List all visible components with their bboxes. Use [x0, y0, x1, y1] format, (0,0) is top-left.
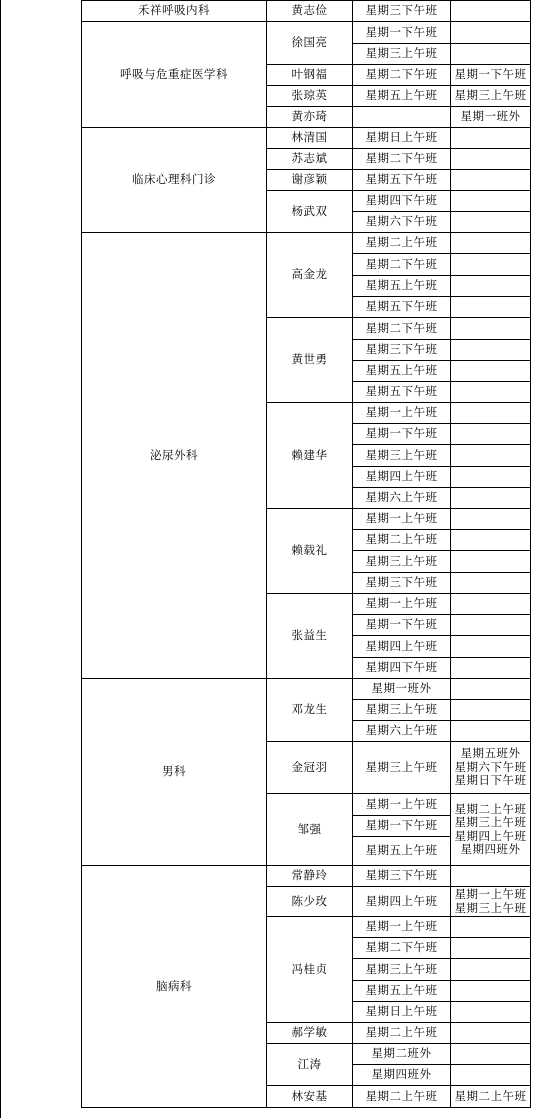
extra-shift-cell: [451, 191, 531, 212]
shift-cell: 星期日上午班: [353, 1002, 451, 1023]
shift-cell: 星期二下午班: [353, 149, 451, 170]
extra-shift-cell: [451, 938, 531, 959]
extra-shift-cell: [451, 276, 531, 297]
doctor-name: 邹强: [267, 794, 353, 866]
doctor-name: 冯桂贞: [267, 917, 353, 1023]
shift-cell: 星期三上午班: [353, 959, 451, 981]
extra-shift-cell: 星期一班外: [451, 107, 531, 128]
shift-cell: 星期二下午班: [353, 254, 451, 276]
extra-shift-cell: [451, 340, 531, 361]
shift-cell: 星期三上午班: [353, 700, 451, 721]
extra-shift-cell: 星期一下午班: [451, 65, 531, 86]
extra-shift-cell: [451, 917, 531, 938]
shift-cell: 星期三上午班: [353, 445, 451, 467]
extra-shift-line: 星期五班外: [460, 746, 521, 761]
shift-cell: 星期一上午班: [353, 509, 451, 530]
department-name: 泌尿外科: [82, 233, 267, 679]
shift-cell: 星期三上午班: [353, 742, 451, 794]
shift-cell: 星期三下午班: [353, 340, 451, 361]
shift-cell: 星期一下午班: [353, 424, 451, 445]
extra-shift-cell: [451, 424, 531, 445]
extra-shift-cell: [451, 254, 531, 276]
table-row: [82, 22, 531, 44]
shift-cell: 星期六下午班: [353, 212, 451, 233]
doctor-name: 黄亦琦: [267, 107, 353, 128]
shift-cell: 星期二上午班: [353, 1086, 451, 1108]
extra-shift-line: 星期四班外: [460, 842, 521, 856]
duty-schedule-table: [81, 0, 531, 1108]
shift-cell: 星期五上午班: [353, 361, 451, 382]
extra-shift-line: 星期六下午班: [454, 759, 527, 774]
left-margin-line: [0, 0, 1, 1118]
doctor-name: 谢彦颖: [267, 170, 353, 191]
shift-cell: 星期二上午班: [353, 233, 451, 254]
shift-cell: 星期二上午班: [353, 1023, 451, 1044]
doctor-name: 张琼英: [267, 86, 353, 107]
extra-shift-cell: [451, 149, 531, 170]
shift-cell: 星期五上午班: [353, 86, 451, 107]
shift-cell: 星期三上午班: [353, 551, 451, 573]
extra-shift-cell: [451, 445, 531, 467]
shift-cell: 星期四上午班: [353, 887, 451, 917]
shift-cell: 星期三上午班: [353, 44, 451, 65]
doctor-name: 邓龙生: [267, 679, 353, 742]
doctor-name: 林安基: [267, 1086, 353, 1108]
extra-shift-cell: [451, 658, 531, 679]
shift-cell: 星期一下午班: [353, 22, 451, 44]
extra-shift-cell: [451, 887, 531, 917]
table-row: [82, 1, 531, 22]
extra-shift-cell: [451, 44, 531, 65]
doctor-name: 赖载礼: [267, 509, 353, 594]
extra-shift-cell: [451, 1044, 531, 1065]
extra-shift-cell: [451, 679, 531, 700]
extra-shift-line: 星期三上午班: [454, 900, 527, 915]
extra-shift-cell: [451, 742, 531, 794]
shift-cell: 星期五上午班: [353, 276, 451, 297]
extra-shift-cell: [451, 721, 531, 742]
doctor-name: 陈少玫: [267, 887, 353, 917]
shift-cell: 星期三下午班: [353, 1, 451, 22]
extra-shift-cell: 星期三上午班: [451, 86, 531, 107]
department-name: 男科: [82, 679, 267, 866]
shift-cell: 星期日上午班: [353, 128, 451, 149]
shift-cell: 星期一上午班: [353, 794, 451, 816]
table-row: [82, 866, 531, 887]
shift-cell: 星期一上午班: [353, 594, 451, 615]
shift-cell: 星期二班外: [353, 1044, 451, 1065]
shift-cell: 星期二下午班: [353, 318, 451, 340]
doctor-name: 张益生: [267, 594, 353, 679]
shift-cell: 星期四下午班: [353, 658, 451, 679]
department-name: 临床心理科门诊: [82, 128, 267, 233]
extra-shift-cell: [451, 509, 531, 530]
shift-cell: 星期六上午班: [353, 721, 451, 742]
shift-cell: 星期四下午班: [353, 191, 451, 212]
doctor-name: 黄世勇: [267, 318, 353, 403]
doctor-name: 徐国亮: [267, 22, 353, 65]
extra-shift-cell: [451, 170, 531, 191]
extra-shift-cell: [451, 594, 531, 615]
department-name: 禾祥呼吸内科: [82, 1, 267, 22]
doctor-name: 高金龙: [267, 233, 353, 318]
extra-shift-cell: [451, 615, 531, 636]
shift-cell: 星期二下午班: [353, 65, 451, 86]
shift-cell: 星期一上午班: [353, 403, 451, 424]
extra-shift-cell: [451, 1065, 531, 1086]
extra-shift-cell: [451, 866, 531, 887]
extra-shift-cell: [451, 128, 531, 149]
extra-shift-line: 星期三上午班: [454, 815, 527, 829]
extra-shift-cell: [451, 1023, 531, 1044]
extra-shift-cell: [451, 318, 531, 340]
shift-cell: 星期一下午班: [353, 816, 451, 837]
doctor-name: 金冠羽: [267, 742, 353, 794]
doctor-name: 赖建华: [267, 403, 353, 509]
extra-shift-cell: [451, 1, 531, 22]
doctor-name: 苏志斌: [267, 149, 353, 170]
shift-cell: 星期六上午班: [353, 488, 451, 509]
shift-cell: 星期二下午班: [353, 938, 451, 959]
department-name: 脑病科: [82, 866, 267, 1108]
extra-shift-cell: [451, 382, 531, 403]
extra-shift-cell: [451, 959, 531, 981]
extra-shift-cell: [451, 403, 531, 424]
extra-shift-cell: [451, 233, 531, 254]
shift-cell: 星期一上午班: [353, 917, 451, 938]
extra-shift-cell: [451, 700, 531, 721]
shift-cell: [353, 107, 451, 128]
shift-cell: 星期一班外: [353, 679, 451, 700]
extra-shift-cell: [451, 467, 531, 488]
shift-cell: 星期三下午班: [353, 866, 451, 887]
extra-shift-cell: [451, 488, 531, 509]
extra-shift-cell: [451, 530, 531, 551]
extra-shift-cell: [451, 573, 531, 594]
shift-cell: 星期五下午班: [353, 170, 451, 191]
shift-cell: 星期一下午班: [353, 615, 451, 636]
extra-shift-line: 星期一上午班: [454, 887, 527, 901]
extra-shift-cell: [451, 981, 531, 1002]
extra-shift-line: 星期二上午班: [454, 801, 527, 816]
table-row: [82, 233, 531, 254]
extra-shift-line: 星期四上午班: [454, 828, 527, 843]
shift-cell: 星期五上午班: [353, 837, 451, 866]
shift-cell: 星期五下午班: [353, 297, 451, 318]
table-row: [82, 679, 531, 700]
extra-shift-cell: [451, 1002, 531, 1023]
extra-shift-cell: [451, 794, 531, 866]
shift-cell: 星期五下午班: [353, 382, 451, 403]
shift-cell: 星期四班外: [353, 1065, 451, 1086]
extra-shift-cell: 星期二上午班: [451, 1086, 531, 1108]
shift-cell: 星期二上午班: [353, 530, 451, 551]
table-row: [82, 128, 531, 149]
extra-shift-cell: [451, 361, 531, 382]
department-name: 呼吸与危重症医学科: [82, 22, 267, 128]
doctor-name: 郝学敏: [267, 1023, 353, 1044]
doctor-name: 林清国: [267, 128, 353, 149]
extra-shift-cell: [451, 297, 531, 318]
shift-cell: 星期五上午班: [353, 981, 451, 1002]
extra-shift-cell: [451, 636, 531, 658]
extra-shift-cell: [451, 22, 531, 44]
doctor-name: 黄志俭: [267, 1, 353, 22]
doctor-name: 江涛: [267, 1044, 353, 1086]
shift-cell: 星期三下午班: [353, 573, 451, 594]
shift-cell: 星期四上午班: [353, 467, 451, 488]
doctor-name: 杨武双: [267, 191, 353, 233]
extra-shift-cell: [451, 212, 531, 233]
shift-cell: 星期四上午班: [353, 636, 451, 658]
extra-shift-cell: [451, 551, 531, 573]
doctor-name: 叶钢福: [267, 65, 353, 86]
doctor-name: 常静玲: [267, 866, 353, 887]
extra-shift-line: 星期日下午班: [454, 773, 527, 788]
